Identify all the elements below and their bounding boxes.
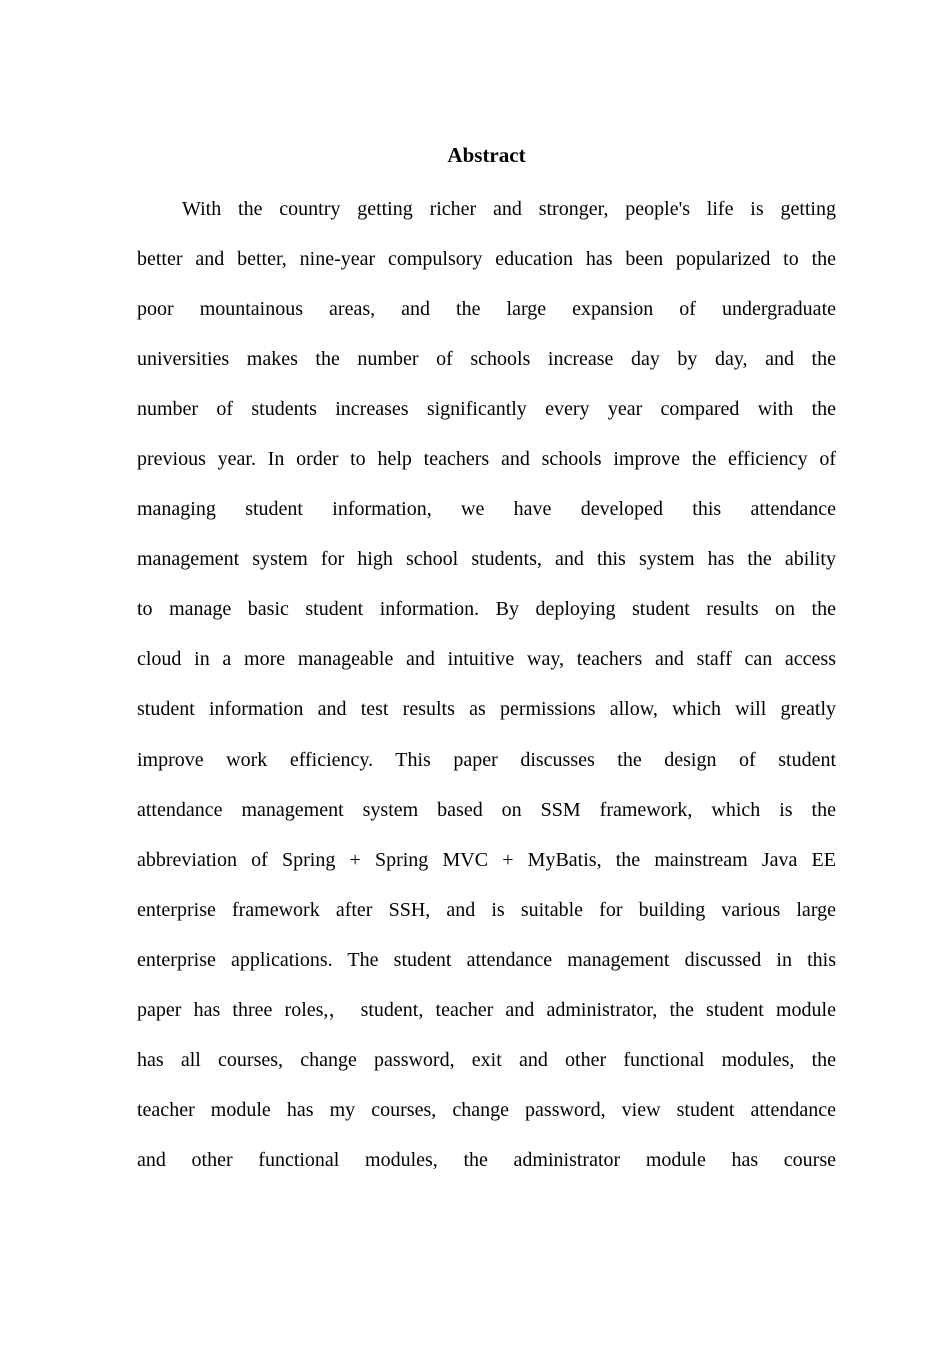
text-line: poor mountainous areas, and the large expansion of undergraduate [137,298,836,321]
text-line: teacher module has my courses, change password, view student attendance [137,1098,836,1121]
text-line: universities makes the number of schools increase day by day, and the [137,348,836,371]
text-line: enterprise applications. The student attendance management discussed in this [137,948,836,971]
abstract-body [137,184,836,1185]
text-line: better and better, nine-year compulsory education has been popularized to the [137,248,836,271]
text-line: managing student information, we have developed this attendance [137,498,836,521]
text-line: number of students increases significantly every year compared with the [137,398,836,421]
text-line: has all courses, change password, exit and other functional modules, the [137,1048,836,1071]
text-line: to manage basic student information. By deploying student results on the [137,598,836,621]
text-line: paper has three roles,， student, teacher and administrator, the student module [137,998,836,1021]
text-line: attendance management system based on SSM framework, which is the [137,798,836,821]
text-line: With the country getting richer and stronger, people's life is getting [182,198,836,220]
text-line: student information and test results as permissions allow, which will greatly [137,698,836,721]
text-line: enterprise framework after SSH, and is suitable for building various large [137,898,836,921]
text-line: management system for high school students, and this system has the ability [137,548,836,571]
text-line: previous year. In order to help teachers and schools improve the efficiency of [137,448,836,471]
text-line: and other functional modules, the administrator module has course [137,1148,836,1171]
abstract-heading: Abstract [447,143,526,167]
text-line: improve work efficiency. This paper discusses the design of student [137,748,836,771]
text-line: abbreviation of Spring + Spring MVC + MyBatis, the mainstream Java EE [137,848,836,871]
text-line: cloud in a more manageable and intuitive way, teachers and staff can access [137,648,836,671]
